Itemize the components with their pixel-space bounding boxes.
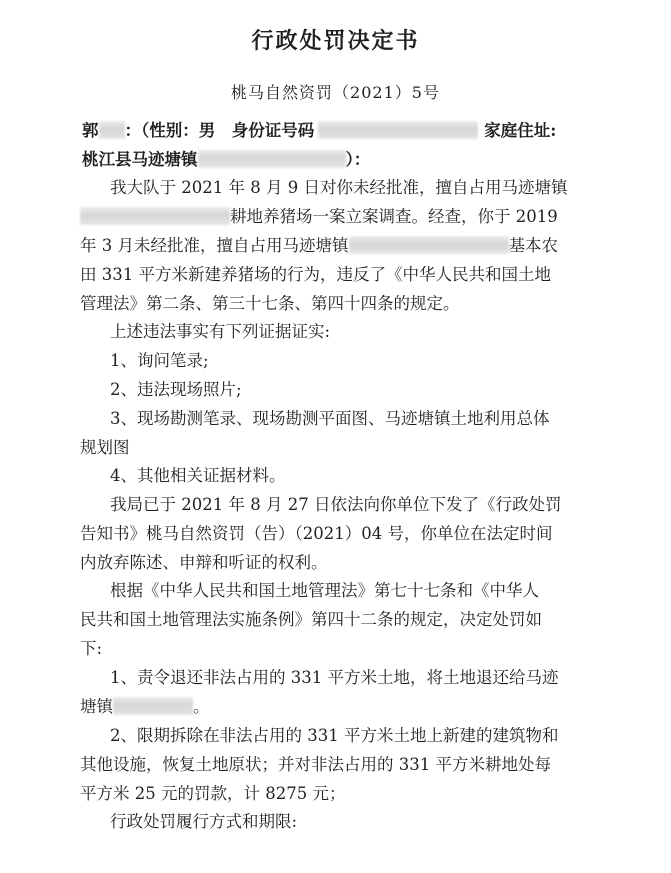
party-surname: 郭 [82,121,99,140]
redacted-location [80,207,230,225]
party-line-2 [82,150,671,170]
paragraph-4-line-1: 根据《中华人民共和国土地管理法》第七十七条和《中华人 [110,581,539,600]
document-number: 桃马自然资罚（2021）5号 [231,83,440,102]
paragraph-3-line-3: 内放弃陈述、申辩和听证的权利。 [80,553,328,572]
evidence-item-3-line-2: 规划图 [80,438,130,457]
paragraph-1-line-4: 田 331 平方米新建养猪场的行为，违反了《中华人民共和国土地 [80,265,551,284]
party-address: 桃江县马迹塘镇 [82,150,198,169]
paragraph-1-line-5: 管理法》第二条、第三十七条、第四十四条的规定。 [80,294,460,313]
party-gender-id: ：（性别：男 身份证号码 [124,121,315,140]
redacted-location-2 [349,236,509,254]
evidence-item-3-line-1: 3、现场勘测笔录、现场勘测平面图、马迹塘镇土地利用总体 [110,409,550,428]
redacted-village [113,697,193,715]
redacted-name [99,121,125,139]
paragraph-3-line-1: 我局已于 2021 年 8 月 27 日依法向你单位下发了《行政处罚 [110,495,562,514]
party-line-1 [82,121,671,141]
decision-2-line-2: 其他设施，恢复土地原状；并对非法占用的 331 平方米耕地处每 [80,755,551,774]
evidence-intro: 上述违法事实有下列证据证实: [110,322,331,341]
party-line-end: ）： [345,150,371,169]
execution-method-heading: 行政处罚履行方式和期限: [110,812,298,831]
evidence-item-2: 2、违法现场照片; [110,380,242,399]
evidence-item-4: 4、其他相关证据材料。 [110,466,286,485]
decision-1-line-2: 塘镇 。 [80,697,210,716]
evidence-item-1: 1、询问笔录; [110,351,209,370]
paragraph-1-line-1: 我大队于 2021 年 8 月 9 日对你未经批准，擅自占用马迹塘镇 [110,178,568,197]
paragraph-4-line-2: 民共和国土地管理法实施条例》第四十二条的规定，决定处罚如 [80,610,542,629]
redacted-address [198,150,346,168]
party-address-label: 家庭住址: [484,121,557,140]
paragraph-3-line-2: 告知书》桃马自然资罚（告）（2021）04 号，你单位在法定时间 [80,524,553,543]
paragraph-1-line-3: 年 3 月未经批准，擅自占用马迹塘镇 基本农 [80,236,558,255]
paragraph-1-line-2: 耕地养猪场一案立案调查。经查，你于 2019 [80,207,671,227]
paragraph-4-line-3: 下: [80,639,103,658]
redacted-id-number [318,121,478,139]
decision-1-line-1: 1、责令退还非法占用的 331 平方米土地，将土地退还给马迹 [110,668,559,687]
document-title: 行政处罚决定书 [251,28,420,54]
decision-2-line-1: 2、限期拆除在非法占用的 331 平方米土地上新建的建筑物和 [110,726,559,745]
decision-2-line-3: 平方米 25 元的罚款，计 8275 元； [80,784,346,803]
